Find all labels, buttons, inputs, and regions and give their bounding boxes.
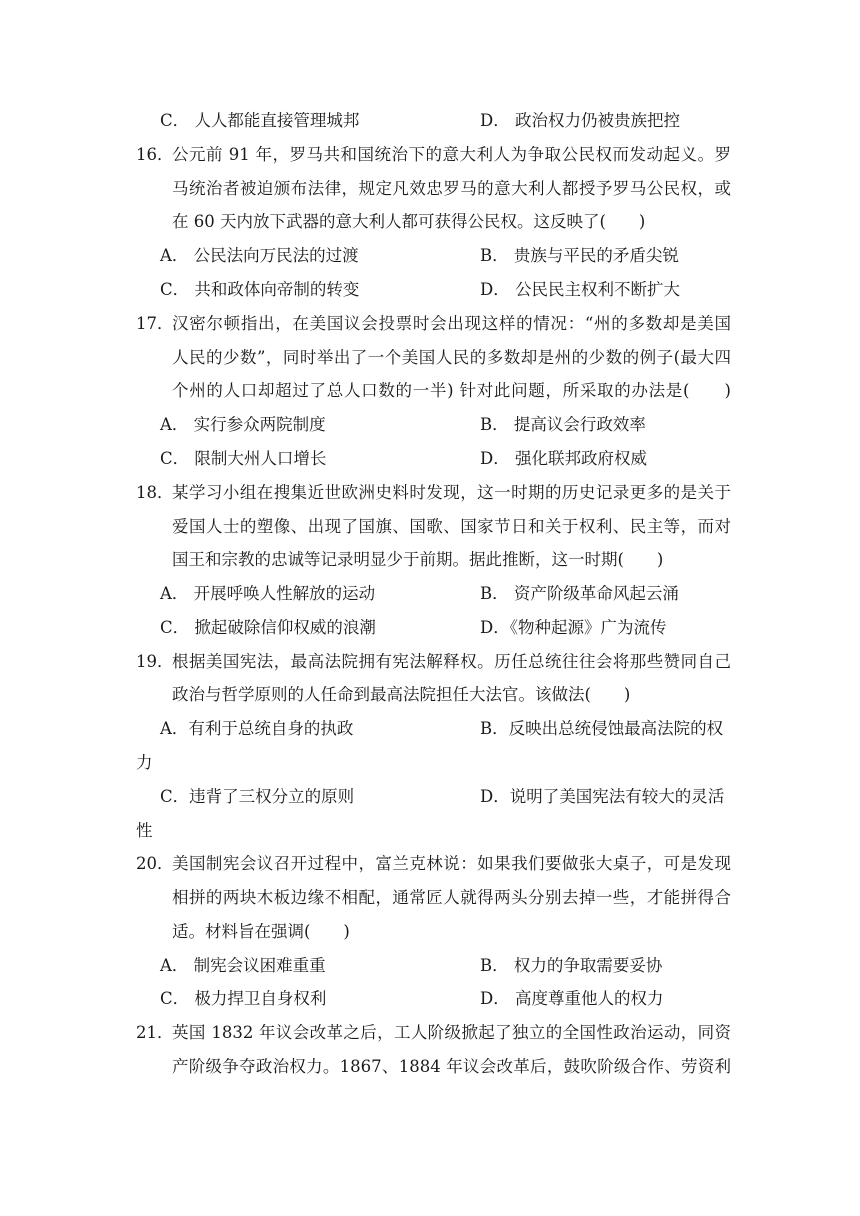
q19-option-c[interactable]: C．违背了三权分立的原则	[160, 787, 355, 806]
q21-number: 21．	[136, 1023, 174, 1042]
q16-stem-line-1: 公元前 91 年，罗马共和国统治下的意大利人为争取公民权而发动起义。罗	[172, 145, 731, 164]
q20-option-b[interactable]: B． 权力的争取需要妥协	[480, 956, 663, 975]
q15-option-d[interactable]: D． 政治权力仍被贵族把控	[480, 111, 680, 130]
q20-stem-line-3: 适。材料旨在强调( )	[172, 922, 350, 941]
q17-option-a[interactable]: A． 实行参众两院制度	[160, 415, 326, 434]
q21-stem-line-2: 产阶级争夺政治权力。1867、1884 年议会改革后，鼓吹阶级合作、劳资利	[172, 1057, 731, 1076]
q18-option-b[interactable]: B． 资产阶级革命风起云涌	[480, 584, 679, 603]
q18-stem-line-1: 某学习小组在搜集近世欧洲史料时发现，这一时期的历史记录更多的是关于	[172, 483, 731, 502]
q16-stem-line-3: 在 60 天内放下武器的意大利人都可获得公民权。这反映了( )	[172, 212, 646, 231]
q18-number: 18．	[136, 483, 174, 502]
q16-stem-line-2: 马统治者被迫颁布法律，规定凡效忠罗马的意大利人都授予罗马公民权，或	[172, 179, 731, 198]
q18-stem-line-2: 爱国人士的塑像、出现了国旗、国歌、国家节日和关于权利、民主等，而对	[172, 517, 731, 536]
q21-stem-line-1: 英国 1832 年议会改革之后，工人阶级掀起了独立的全国性政治运动，同资	[172, 1023, 731, 1042]
q16-option-b[interactable]: B． 贵族与平民的矛盾尖锐	[480, 246, 679, 265]
q17-option-b[interactable]: B． 提高议会行政效率	[480, 415, 646, 434]
q16-option-a[interactable]: A． 公民法向万民法的过渡	[160, 246, 359, 265]
q20-option-d[interactable]: D． 高度尊重他人的权力	[480, 989, 664, 1008]
q19-option-d-wrap: 性	[136, 821, 153, 840]
q18-stem-line-3: 国王和宗教的忠诚等记录明显少于前期。据此推断，这一时期( )	[172, 550, 664, 569]
q18-option-a[interactable]: A． 开展呼唤人性解放的运动	[160, 584, 376, 603]
q17-stem-line-1: 汉密尔顿指出，在美国议会投票时会出现这样的情况：“州的多数却是美国	[172, 314, 731, 333]
q17-number: 17．	[136, 314, 174, 333]
q16-option-d[interactable]: D． 公民民主权利不断扩大	[480, 280, 680, 299]
q16-number: 16．	[136, 145, 174, 164]
q17-option-c[interactable]: C． 限制大州人口增长	[160, 449, 327, 468]
q17-stem-line-2: 人民的少数”，同时举出了一个美国人民的多数却是州的少数的例子(最大四	[172, 348, 731, 367]
q15-option-c[interactable]: C． 人人都能直接管理城邦	[160, 111, 360, 130]
q19-stem-line-2: 政治与哲学原则的人任命到最高法院担任大法官。该做法( )	[172, 685, 631, 704]
q19-option-a[interactable]: A．有利于总统自身的执政	[160, 719, 354, 738]
q20-option-c[interactable]: C． 极力捍卫自身权利	[160, 989, 327, 1008]
q17-option-d[interactable]: D． 强化联邦政府权威	[480, 449, 647, 468]
q18-option-c[interactable]: C． 掀起破除信仰权威的浪潮	[160, 618, 376, 637]
q20-number: 20．	[136, 854, 174, 873]
q20-option-a[interactable]: A． 制宪会议困难重重	[160, 956, 326, 975]
q19-option-b[interactable]: B．反映出总统侵蚀最高法院的权	[480, 719, 724, 738]
q19-option-b-wrap: 力	[136, 753, 153, 772]
q20-stem-line-1: 美国制宪会议召开过程中，富兰克林说：如果我们要做张大桌子，可是发现	[172, 854, 731, 873]
q18-option-d[interactable]: D．《物种起源》广为流传	[480, 618, 667, 637]
q16-option-c[interactable]: C． 共和政体向帝制的转变	[160, 280, 360, 299]
q19-option-d[interactable]: D．说明了美国宪法有较大的灵活	[480, 787, 725, 806]
q17-stem-line-3: 个州的人口却超过了总人口数的一半) 针对此问题，所采取的办法是( )	[172, 381, 731, 400]
q20-stem-line-2: 相拼的两块木板边缘不相配，通常匠人就得两头分别去掉一些，才能拼得合	[172, 888, 731, 907]
q19-number: 19．	[136, 652, 174, 671]
q19-stem-line-1: 根据美国宪法，最高法院拥有宪法解释权。历任总统往往会将那些赞同自己	[172, 652, 731, 671]
